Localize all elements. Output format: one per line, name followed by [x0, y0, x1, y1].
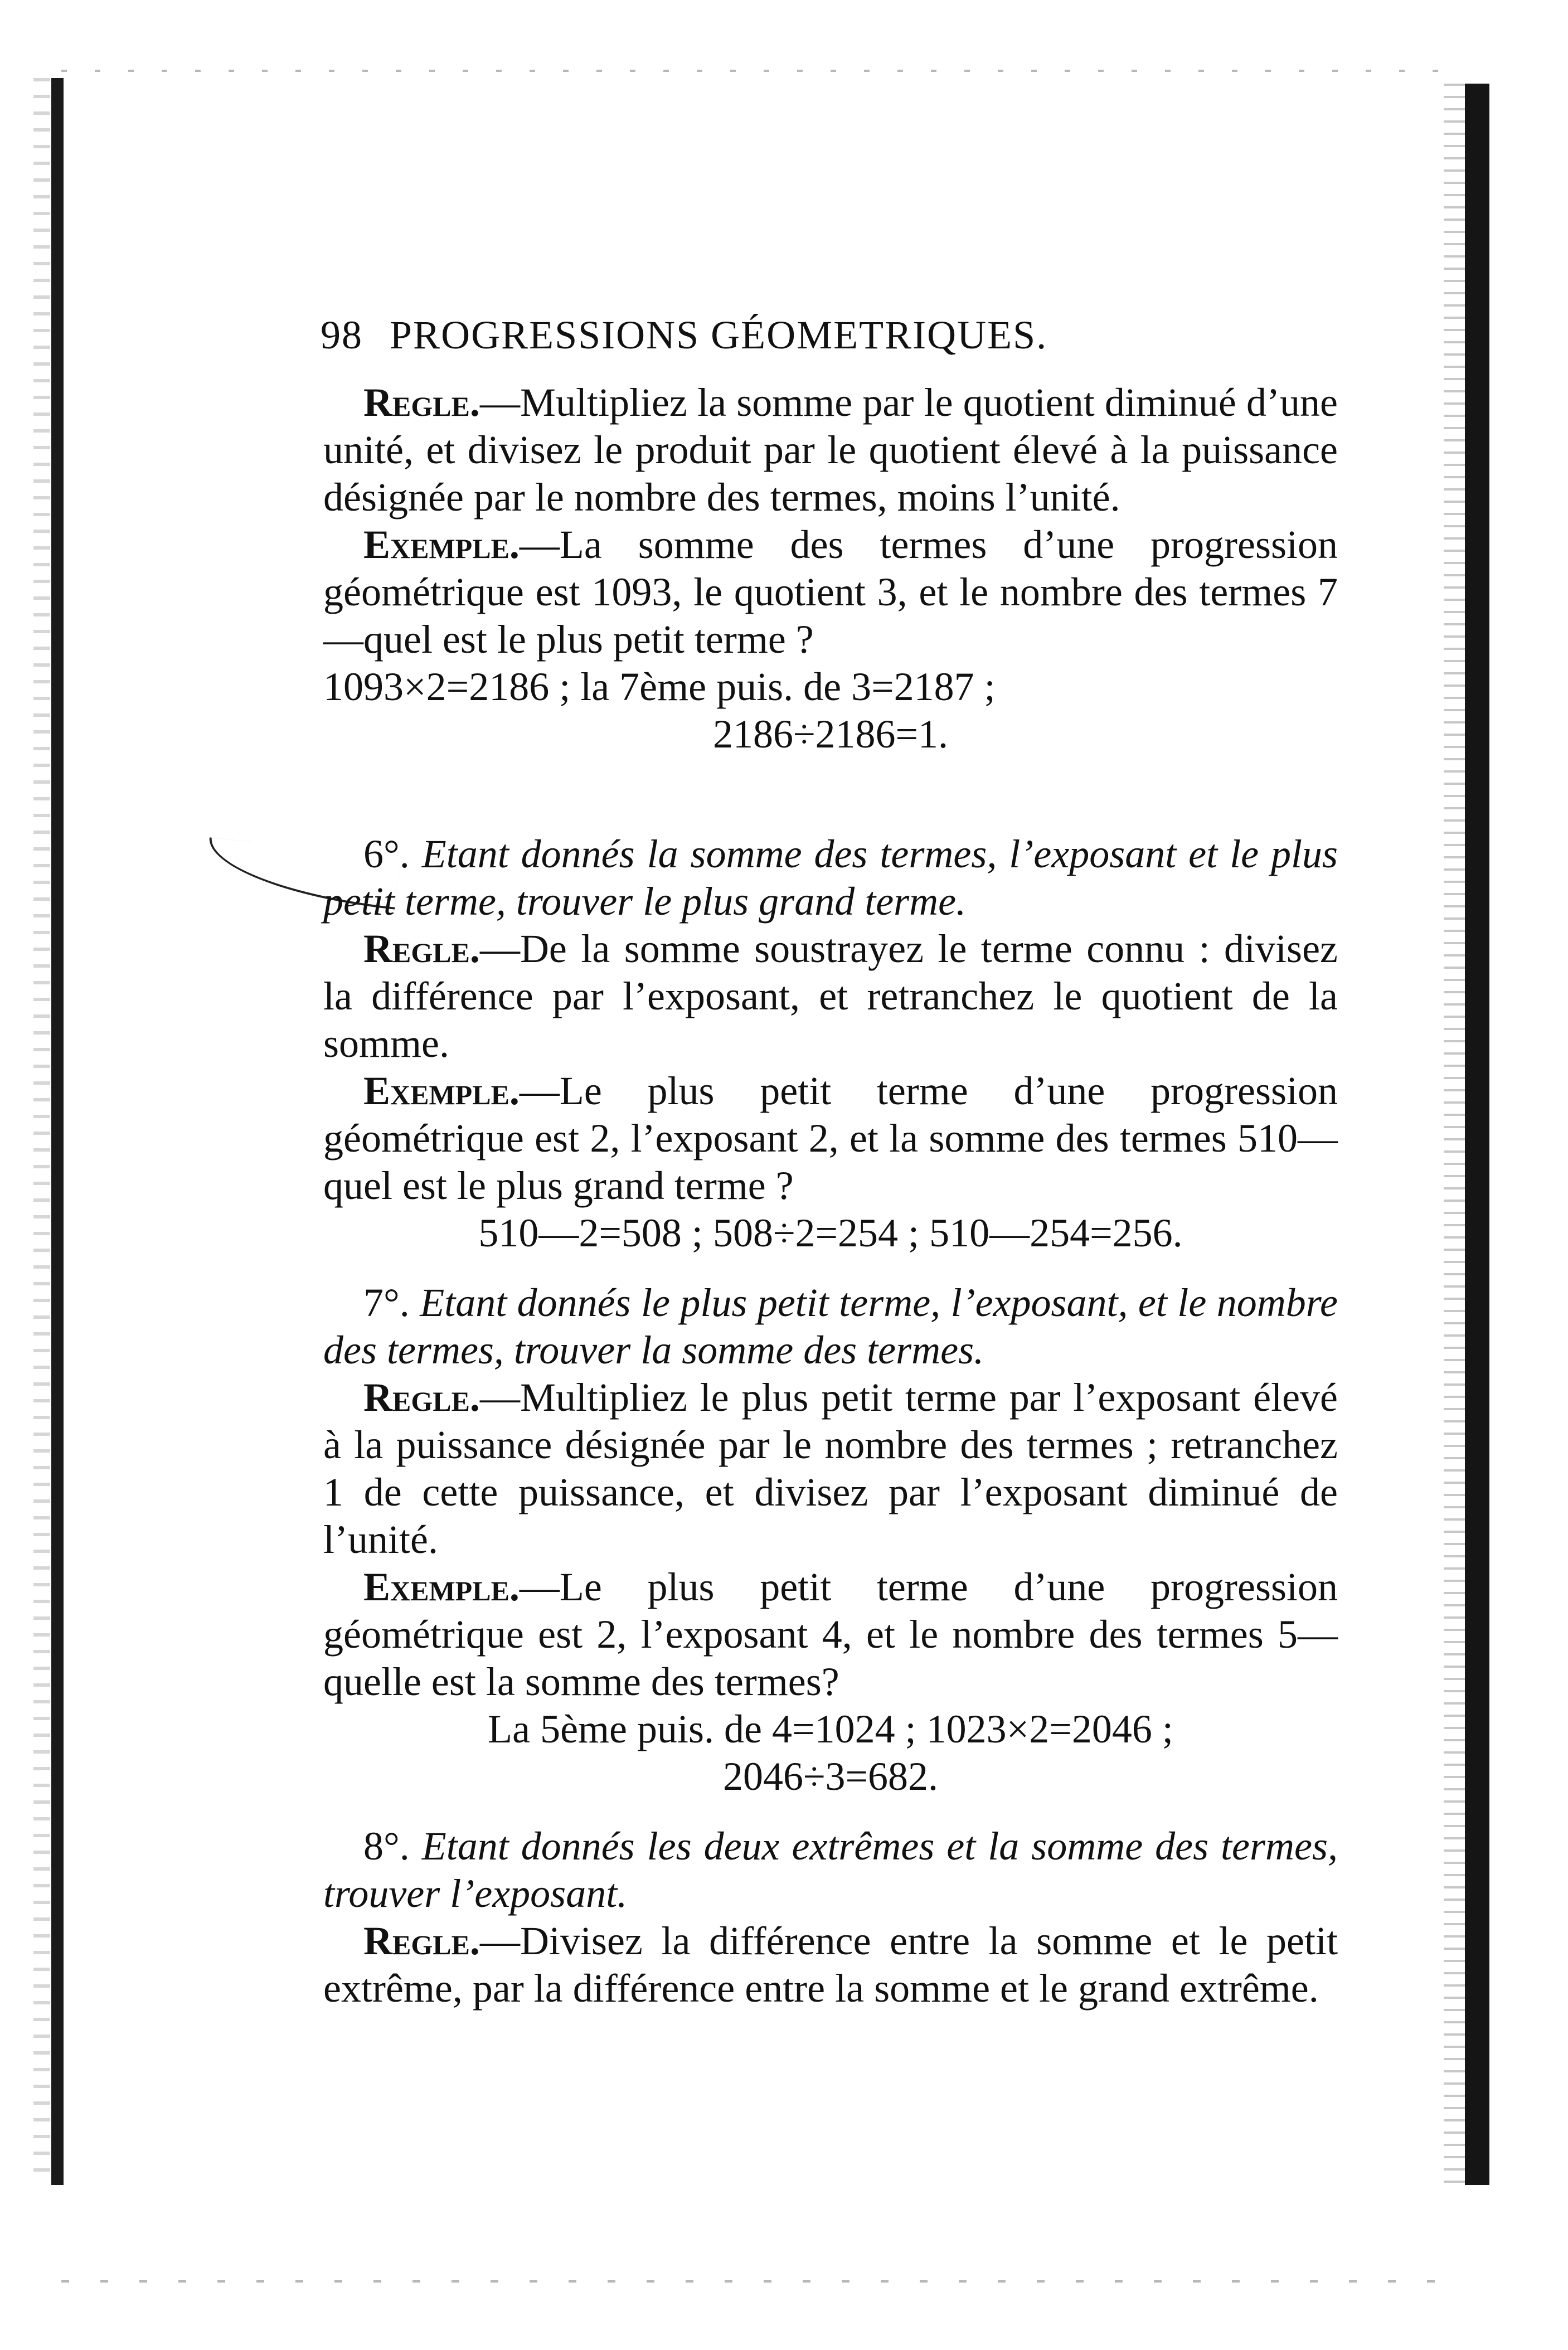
- rule-label: Regle.: [363, 926, 480, 971]
- section-5-rule-block: [323, 379, 1338, 758]
- section-heading-text: Etant donnés la somme des termes, l’exposant et le plus petit terme, trouver le plus grand terme.: [323, 832, 1338, 924]
- example-text: —La somme des termes d’une progression géométrique est 1093, le quotient 3, et le nombre des termes 7—quel est le plus petit terme ?: [323, 522, 1338, 662]
- rule-text: —Divisez la différence entre la somme et le petit extrême, par la différence entre la somme et le grand extrême.: [323, 1919, 1338, 2011]
- section-heading: [323, 831, 1338, 925]
- rule-label: Regle.: [363, 380, 480, 425]
- example-label: Exemple.: [363, 1069, 520, 1113]
- page-title: PROGRESSIONS GÉOMETRIQUES.: [390, 313, 1048, 357]
- section-heading-text: Etant donnés le plus petit terme, l’exposant, et le nombre des termes, trouver la somme des termes.: [323, 1280, 1338, 1372]
- example-paragraph: [323, 1564, 1338, 1706]
- rule-label: Regle.: [363, 1375, 480, 1420]
- example-label: Exemple.: [363, 522, 520, 567]
- section-number: 6°.: [363, 832, 410, 876]
- page-header: [321, 312, 1380, 358]
- rule-text: —De la somme soustrayez le terme connu : divisez la différence par l’exposant, et retranchez le quotient de la somme.: [323, 926, 1338, 1066]
- scan-edge-right: [1465, 84, 1489, 2185]
- rule-paragraph: [323, 925, 1338, 1067]
- example-paragraph: [323, 1067, 1338, 1210]
- rule-paragraph: [323, 379, 1338, 521]
- calculation-line: La 5ème puis. de 4=1024 ; 1023×2=2046 ;: [488, 1707, 1173, 1751]
- scan-edge-top: [61, 70, 1466, 72]
- section-7-block: [323, 1279, 1338, 1800]
- calculation-line: 2046÷3=682.: [722, 1754, 939, 1799]
- section-8-block: [323, 1823, 1338, 2012]
- scan-edge-left-shadow: [33, 78, 50, 2185]
- rule-label: Regle.: [363, 1919, 480, 1963]
- example-paragraph: [323, 521, 1338, 663]
- scan-edge-bottom: [61, 2280, 1466, 2283]
- rule-paragraph: [323, 1374, 1338, 1564]
- calculation-line: 510—2=508 ; 508÷2=254 ; 510—254=256.: [478, 1211, 1183, 1255]
- example-label: Exemple.: [363, 1565, 520, 1609]
- section-6-block: [323, 831, 1338, 1257]
- scan-edge-left: [51, 78, 64, 2185]
- section-number: 7°.: [363, 1280, 410, 1325]
- scan-edge-right-speckle: [1444, 84, 1466, 2185]
- rule-text: —Multipliez le plus petit terme par l’exposant élevé à la puissance désignée par le nombre des termes ; retranchez 1 de cette puissance, et divisez par l’exposant diminué de l’unité.: [323, 1375, 1338, 1562]
- section-heading: [323, 1279, 1338, 1374]
- section-heading: [323, 1823, 1338, 1917]
- rule-paragraph: [323, 1917, 1338, 2012]
- calculation-line: 1093×2=2186 ; la 7ème puis. de 3=2187 ;: [323, 664, 996, 709]
- section-heading-text: Etant donnés les deux extrêmes et la somme des termes, trouver l’exposant.: [323, 1824, 1338, 1916]
- page-number: 98: [321, 313, 363, 357]
- example-text: —Le plus petit terme d’une progression géométrique est 2, l’exposant 4, et le nombre des termes 5—quelle est la somme des termes?: [323, 1565, 1338, 1704]
- rule-text: —Multipliez la somme par le quotient diminué d’une unité, et divisez le produit par le quotient élevé à la puissance désignée par le nombre des termes, moins l’unité.: [323, 380, 1338, 519]
- calculation-line: 2186÷2186=1.: [712, 712, 949, 756]
- example-text: —Le plus petit terme d’une progression géométrique est 2, l’exposant 2, et la somme des termes 510—quel est le plus grand terme ?: [323, 1069, 1338, 1208]
- section-number: 8°.: [363, 1824, 410, 1868]
